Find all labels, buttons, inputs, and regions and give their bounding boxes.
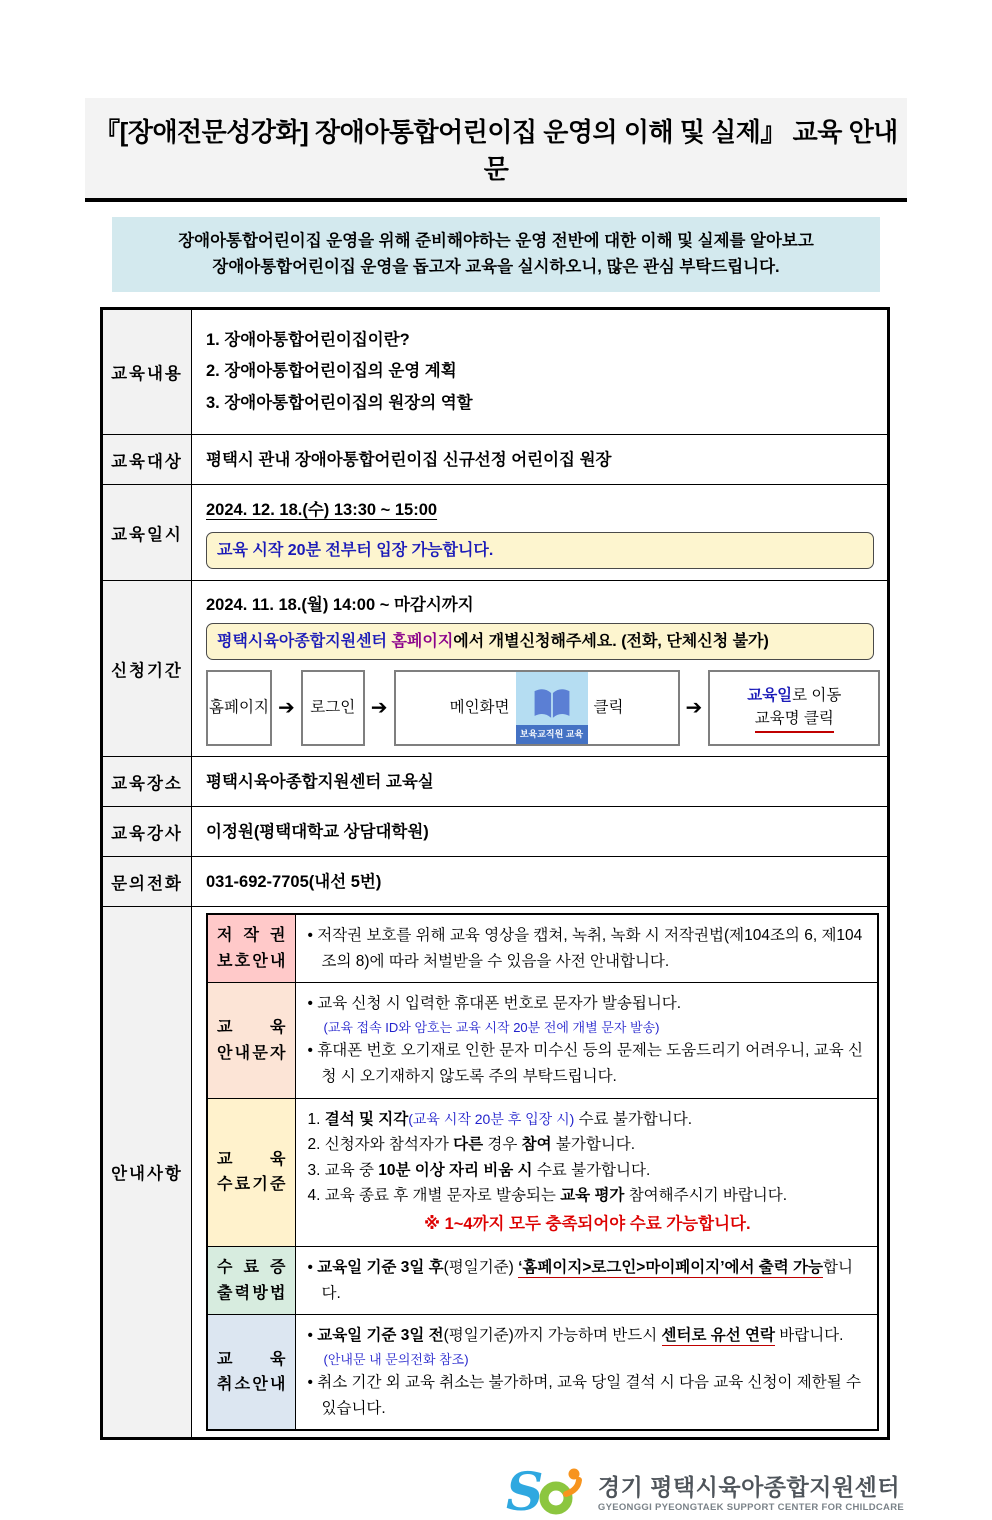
label-edu-instructor: 교육강사 [102,807,192,857]
guide-label-copyright-protection [207,914,295,983]
row-edu-content [102,309,889,435]
edu-content-list [206,325,875,419]
flow-course-line2: 교육명 클릭 [755,707,834,733]
row-apply-period [102,581,889,757]
edu-icon-caption: 보육교직원 교육 [516,725,588,744]
guide-label-cancellation-guide [207,1315,295,1431]
row-edu-target [102,435,889,485]
guide-label-sms-guide [207,983,295,1098]
value-edu-instructor: 이정원(평택대학교 상담대학원) [192,807,889,857]
guide-paragraph: • 저작권 보호를 위해 교육 영상을 캡쳐, 녹취, 녹화 시 저작권법(제104조의 6, 제104조의 8)에 따라 처벌받을 수 있음을 사전 안내합니다. [307,927,863,970]
apply-notice-prefix: 평택시육아종합지원센터 [217,633,392,651]
guide-label-line: 수 료 기 준 [217,1176,286,1194]
apply-notice-box [206,623,874,660]
value-apply-period [192,581,889,757]
guide-paragraph: ※ 1~4까지 모두 충족되어야 수료 가능합니다. [423,1214,751,1233]
arrow-right-icon: ➔ [685,697,703,720]
guide-row-copyright-protection [207,914,878,983]
childcare-edu-book-icon [516,672,588,744]
guide-paragraph: • 교육 신청 시 입력한 휴대폰 번호로 문자가 발송됩니다. [307,995,682,1013]
guide-paragraph: 2. 신청자와 참석자가 다른 경우 참여 불가합니다. [307,1136,636,1154]
guide-paragraph: • 취소 기간 외 교육 취소는 불가하며, 교육 당일 결석 시 다음 교육 신청이 제한될 수 있습니다. [307,1374,861,1417]
info-table [100,307,890,1440]
guide-table [206,913,879,1431]
guide-label-certificate-print [207,1247,295,1315]
guide-row-sms-guide [207,983,878,1098]
label-edu-place: 교육장소 [102,757,192,807]
guide-label-line: 교 육 [217,1018,286,1036]
guide-paragraph: (교육 접속 ID와 암호는 교육 시작 20분 전에 개별 문자 발송) [323,1020,660,1036]
intro-box [112,217,880,292]
guide-text-sms-guide [295,983,878,1098]
apply-flow-diagram [206,670,884,746]
guide-label-line: 교 육 [217,1150,286,1168]
guide-paragraph: 1. 결석 및 지각(교육 시작 20분 후 입장 시) 수료 불가합니다. [307,1110,693,1128]
label-edu-target: 교육대상 [102,435,192,485]
label-edu-datetime: 교육일시 [102,485,192,581]
guide-label-line: 저 작 권 [217,927,286,945]
guide-row-completion-criteria [207,1098,878,1246]
apply-notice-suffix: 에서 개별신청해주세요. (전화, 단체신청 불가) [453,633,769,651]
entry-notice-box: 교육 시작 20분 전부터 입장 가능합니다. [206,532,874,569]
org-logo [506,1462,588,1520]
arrow-right-icon: ➔ [370,697,388,720]
guide-paragraph: 4. 교육 종료 후 개별 문자로 발송되는 교육 평가 참여해주시기 바랍니다. [307,1187,788,1205]
row-guide [102,907,889,1439]
guide-paragraph: (안내문 내 문의전화 참조) [323,1351,469,1367]
label-guide: 안내사항 [102,907,192,1439]
intro-line-1: 장애아통합어린이집 운영을 위해 준비해야하는 운영 전반에 대한 이해 및 실제를 알아보고 [178,232,814,250]
apply-notice-homepage: 홈페이지 [391,633,454,651]
guide-text-certificate-print [295,1247,878,1315]
label-edu-content: 교육내용 [102,309,192,435]
guide-row-cancellation-guide [207,1315,878,1431]
flow-step-login: 로그인 [301,670,365,746]
edu-content-item: 3. 장애아통합어린이집의 원장의 역할 [206,393,473,412]
value-edu-target: 평택시 관내 장애아통합어린이집 신규선정 어린이집 원장 [192,435,889,485]
label-apply-period: 신청기간 [102,581,192,757]
value-edu-place: 평택시육아종합지원센터 교육실 [192,757,889,807]
flow-course-line1 [747,684,841,707]
page-title: 『[장애전문성강화] 장애아통합어린이집 운영의 이해 및 실제』 교육 안내문 [94,117,898,184]
flow-course-day: 교육일 [747,686,793,704]
edu-content-item: 1. 장애아통합어린이집이란? [206,331,410,350]
org-text [598,1469,904,1513]
svg-text:S: S [505,1462,544,1520]
guide-label-line: 보 호 안 내 [217,952,286,970]
arrow-right-icon: ➔ [278,697,295,720]
flow-course-move: 로 이동 [792,686,842,704]
flow-step-mainpage [394,670,680,746]
value-edu-datetime [192,485,889,581]
row-edu-datetime [102,485,889,581]
edu-content-item: 2. 장애아통합어린이집의 운영 계획 [206,362,457,381]
guide-label-line: 취 소 안 내 [217,1376,286,1394]
guide-text-cancellation-guide [295,1315,878,1431]
title-block [85,98,907,202]
flow-step-course [708,670,880,746]
guide-label-line: 교 육 [217,1350,286,1368]
value-contact-phone: 031-692-7705(내선 5번) [192,857,889,907]
guide-label-line: 수 료 증 [217,1259,286,1277]
edu-date: 2024. 12. 18.(수) 13:30 ~ 15:00 [206,501,438,519]
value-edu-content [192,309,889,435]
guide-label-line: 출 력 방 법 [217,1284,286,1302]
row-edu-place [102,757,889,807]
guide-label-line: 안 내 문 자 [217,1044,286,1062]
guide-text-copyright-protection [295,914,878,983]
row-edu-instructor [102,807,889,857]
intro-line-2: 장애아통합어린이집 운영을 돕고자 교육을 실시하오니, 많은 관심 부탁드립니다. [212,257,780,276]
flow-mainpage-label: 메인화면 [449,699,510,717]
org-name-korean: 경기 평택시육아종합지원센터 [597,1474,901,1501]
label-contact-phone: 문의전화 [102,857,192,907]
flow-click-label: 클릭 [593,699,624,717]
guide-cell [192,907,889,1439]
guide-text-completion-criteria [295,1098,878,1246]
guide-row-certificate-print [207,1247,878,1315]
guide-label-completion-criteria [207,1098,295,1246]
footer [0,1462,904,1520]
org-name-english: GYEONGGI PYEONGTAEK SUPPORT CENTER FOR CHILDCARE [597,1502,904,1514]
flow-step-homepage: 홈페이지 [206,670,272,746]
apply-period: 2024. 11. 18.(월) 14:00 ~ 마감시까지 [206,596,474,615]
guide-paragraph: • 교육일 기준 3일 전(평일기준)까지 가능하며 반드시 센터로 유선 연락 바랍니다. [307,1327,844,1345]
guide-paragraph: 3. 교육 중 10분 이상 자리 비움 시 수료 불가합니다. [307,1161,651,1179]
guide-paragraph: • 휴대폰 번호 오기재로 인한 문자 미수신 등의 문제는 도움드리기 어려우니, 교육 신청 시 오기재하지 않도록 주의 부탁드립니다. [307,1042,864,1086]
row-contact-phone [102,857,889,907]
guide-paragraph: • 교육일 기준 3일 후(평일기준) ‘홈페이지>로그인>마이페이지’에서 출력 가능합니다. [307,1259,853,1302]
